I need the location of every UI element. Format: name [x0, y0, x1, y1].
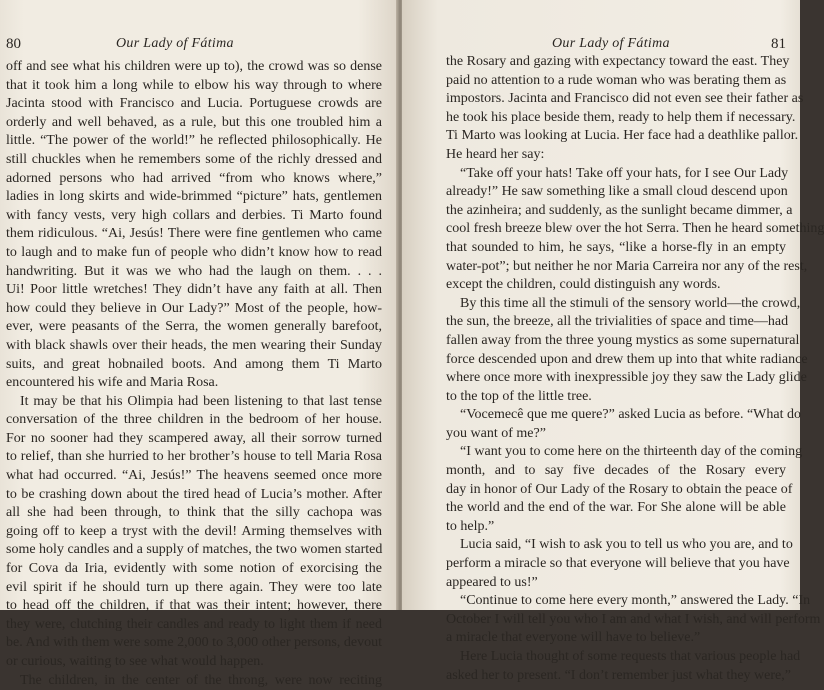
text-line: they were, clutching their candles and ready to light them if need: [6, 616, 382, 632]
text-line: adorned persons who had arrived “from who knows where,”: [6, 170, 382, 186]
text-line: orderly and well behaved, as a rule, but this one troubled him a: [6, 114, 382, 130]
text-line: water-pot”; but neither he nor Maria Carreira nor any of the rest,: [446, 258, 808, 274]
text-line: day in honor of Our Lady of the Rosary to obtain the peace of: [446, 481, 793, 497]
text-line: to head off the children, if that was their intent; however, there: [6, 598, 382, 614]
text-line: a miracle that everyone will have to believe.”: [446, 630, 701, 646]
text-line: be. And with them were some 2,000 to 3,000 other persons, devout: [6, 635, 382, 651]
text-line: little. “The power of the world!” he reflected philosophically. He: [6, 133, 382, 149]
text-line: the azinheira; and suddenly, as the sunlight became dimmer, a: [446, 202, 793, 218]
left-page: [0, 0, 398, 688]
text-line: Ti Marto was looking at Lucia. Her face had a deathlike pallor.: [446, 128, 799, 144]
text-line: still chuckles when he remembers some of the richly dressed and: [6, 151, 382, 167]
right-page-header: [402, 36, 800, 54]
text-line: “I want you to come here on the thirteenth day of the coming: [460, 444, 803, 460]
right-page: [402, 0, 824, 683]
text-line: all she had been through, to think that the silly cachopa was: [6, 505, 382, 521]
text-line: “Vocemecê que me quere?” asked Lucia as before. “What do: [460, 407, 802, 423]
text-line: that it took him a long while to elbow his way through to where: [6, 77, 382, 93]
text-line: Ui! Poor little wretches! They didn’t have any faith at all. Then: [6, 282, 382, 298]
text-line: October I will tell you who I am and what I wish, and will perform: [446, 611, 821, 627]
text-line: encountered his wife and Maria Rosa.: [6, 375, 219, 391]
text-line: with fancy vests, very high collars and derbies. Ti Marto found: [6, 207, 382, 223]
text-line: with black shawls over their heads, the men wearing their Sunday: [6, 337, 382, 353]
text-line: what had occurred. “Ai, Jesús!” The heavens seemed once more: [6, 468, 382, 484]
text-line: Here Lucia thought of some requests that various people had: [460, 649, 801, 664]
text-line: Lucia said, “I wish to ask you to tell us who you are, and to: [460, 537, 793, 553]
text-line: month, and to say five decades of the Rosary every: [446, 463, 786, 479]
text-line: fallen away from the three young mystics as some supernatural: [446, 332, 800, 348]
text-line: For no sooner had they scampered away, all their sorrow turned: [6, 430, 382, 446]
text-line: off and see what his children were up to), the crowd was so dense: [6, 59, 382, 74]
running-head-right: Our Lady of Fátima: [552, 36, 670, 51]
text-line: suits, and great hobnailed boots. And among them Ti Marto: [6, 356, 382, 372]
text-line: where once more with inexpressible joy they saw the Lady glide: [446, 370, 807, 386]
text-line: “Take off your hats! Take off your hats, for I see Our Lady: [460, 165, 789, 181]
text-line: the world and the end of the war. For She alone will be able: [446, 500, 786, 516]
text-line: asked her to present. “I don’t remember just what they were,”: [446, 667, 791, 683]
text-line: conversation of the three children in the bedroom of her house.: [6, 412, 382, 428]
text-line: you want of me?”: [446, 425, 546, 441]
left-page-header: [0, 36, 398, 54]
right-page-body: [446, 53, 824, 685]
text-line: how could they believe in Our Lady?” Most of the people, how-: [6, 300, 382, 316]
text-line: cool fresh breeze blew over the hot Serra. Then he heard something: [446, 221, 824, 237]
text-line: them ridiculous. “Ai, Jesús! There were fine gentlemen who came: [6, 226, 382, 242]
page-number-left: 80: [6, 36, 21, 52]
text-line: handwriting. But it was we who had the laugh on them. . . .: [6, 263, 382, 279]
text-line: going off to keep a tryst with the devil! Arming themselves with: [6, 523, 382, 539]
text-line: to be crashing down about the tired head of Lucia’s mother. After: [6, 486, 382, 502]
text-line: Jacinta stood with Francisco and Lucia. Portuguese crowds are: [6, 96, 382, 112]
text-line: some holy candles and a supply of matches, the two women started: [6, 542, 383, 558]
text-line: By this time all the stimuli of the sensory world—the crowd,: [460, 295, 801, 311]
text-line: to laugh and to make fun of people who didn’t know how to read: [6, 244, 382, 260]
text-line: ever, were peasants of the Serra, the women generally barefoot,: [6, 319, 382, 335]
text-line: he took his place beside them, ready to help them if necessary.: [446, 109, 796, 125]
text-line: to help.”: [446, 518, 495, 534]
text-line: the Rosary and gazing with expectancy toward the east. They: [446, 54, 790, 69]
text-line: The children, in the center of the throng, were now reciting: [20, 672, 382, 688]
text-line: paid no attention to a rude woman who was berating them as: [446, 72, 787, 88]
text-line: He heard her say:: [446, 146, 545, 162]
text-line: the sun, the breeze, all the trivialities of space and time—had: [446, 314, 789, 330]
text-line: for Cova da Iria, evidently with some notion of exorcising the: [6, 561, 382, 577]
text-line: impostors. Jacinta and Francisco did not even see their father as: [446, 91, 804, 107]
text-line: that sounded to him, he says, “like a horse-fly in an empty: [446, 239, 786, 255]
text-line: to the top of the little tree.: [446, 388, 592, 404]
text-line: except the children, could distinguish any words.: [446, 277, 721, 293]
text-line: or curious, waiting to see what would happen.: [6, 654, 264, 669]
left-page-body: [6, 58, 382, 690]
running-head-left: Our Lady of Fátima: [116, 36, 234, 51]
text-line: “Continue to come here every month,” answered the Lady. “In: [460, 593, 811, 609]
text-line: evil spirit if he should turn up there again. They were too late: [6, 579, 382, 595]
text-line: perform a miracle so that everyone will believe that you have: [446, 556, 790, 572]
text-line: already!” He saw something like a small cloud descend upon: [446, 184, 788, 200]
text-line: ladies in long skirts and wide-brimmed “picture” hats, gentlemen: [6, 189, 382, 205]
text-line: appeared to us!”: [446, 574, 538, 590]
text-line: to relief, than she hurried to her brother’s house to tell Maria Rosa: [6, 449, 382, 465]
page-number-right: 81: [771, 36, 786, 52]
text-line: It may be that his Olimpia had been listening to that last tense: [20, 393, 382, 409]
text-line: force descended upon and drew them up into that white radiance: [446, 351, 808, 367]
